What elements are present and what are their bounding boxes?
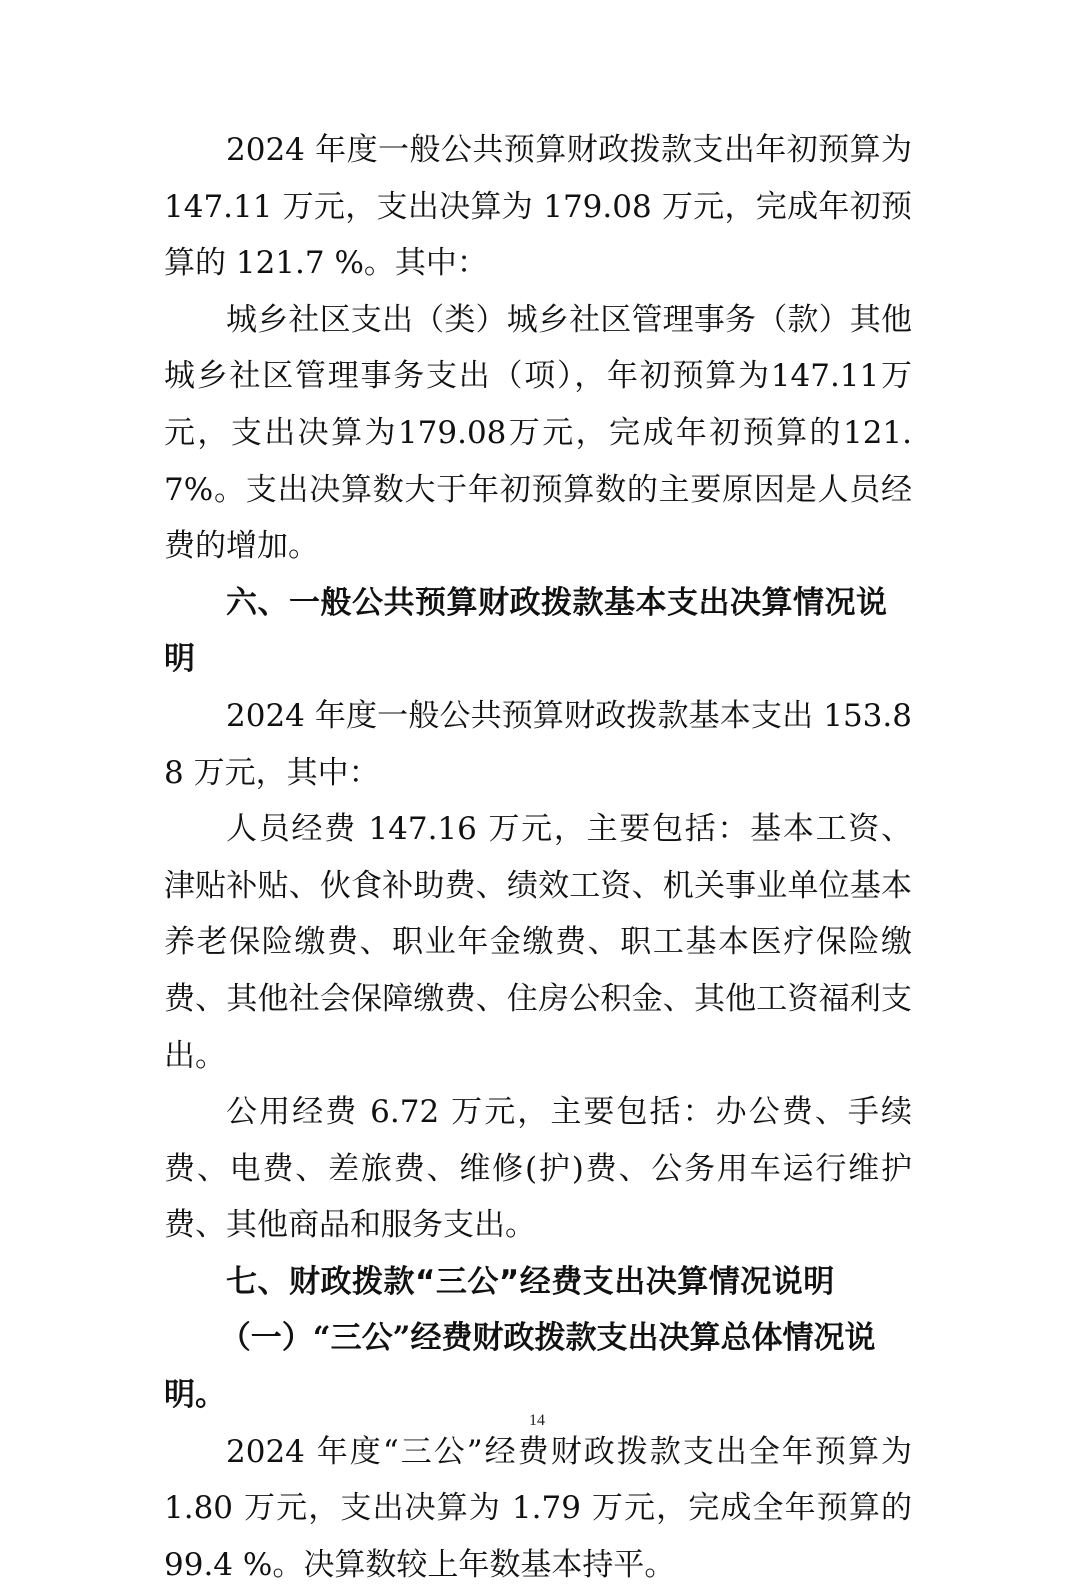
paragraph-urban-community-expenditure: 城乡社区支出（类）城乡社区管理事务（款）其他城乡社区管理事务支出（项），年初预算为147.11万元，支出决算为179.08万元，完成年初预算的121.7%。支出决算数大于年初预算数的主要原因是人员经费的增加。 xyxy=(164,301,912,565)
paragraph-personnel-expenses: 人员经费 147.16 万元，主要包括：基本工资、津贴补贴、伙食补助费、绩效工资、机关事业单位基本养老保险缴费、职业年金缴费、职工基本医疗保险缴费、其他社会保障缴费、住房公积金、其他工资福利支出。 xyxy=(164,811,912,1074)
section-heading-six: 六、一般公共预算财政拨款基本支出决算情况说明 xyxy=(164,584,888,678)
page-number: 14 xyxy=(529,1412,545,1429)
paragraph-public-expenses: 公用经费 6.72 万元，主要包括：办公费、手续费、电费、差旅费、维修(护)费、公务用车运行维护费、其他商品和服务支出。 xyxy=(164,1094,912,1244)
paragraph-basic-expenditure: 2024 年度一般公共预算财政拨款基本支出 153.88 万元，其中： xyxy=(164,697,912,791)
document-body xyxy=(164,122,912,1593)
paragraph-three-public-expenses: 2024 年度“三公”经费财政拨款支出全年预算为 1.80 万元，支出决算为 1.79 万元，完成全年预算的 99.4 %。决算数较上年数基本持平。 xyxy=(164,1433,912,1583)
subsection-heading-one: （一）“三公”经费财政拨款支出决算总体情况说明。 xyxy=(164,1320,876,1414)
paragraph-budget-overview: 2024 年度一般公共预算财政拨款支出年初预算为 147.11 万元，支出决算为 179.08 万元，完成年初预算的 121.7 %。其中： xyxy=(164,132,912,282)
section-heading-seven: 七、财政拨款“三公”经费支出决算情况说明 xyxy=(226,1263,835,1300)
